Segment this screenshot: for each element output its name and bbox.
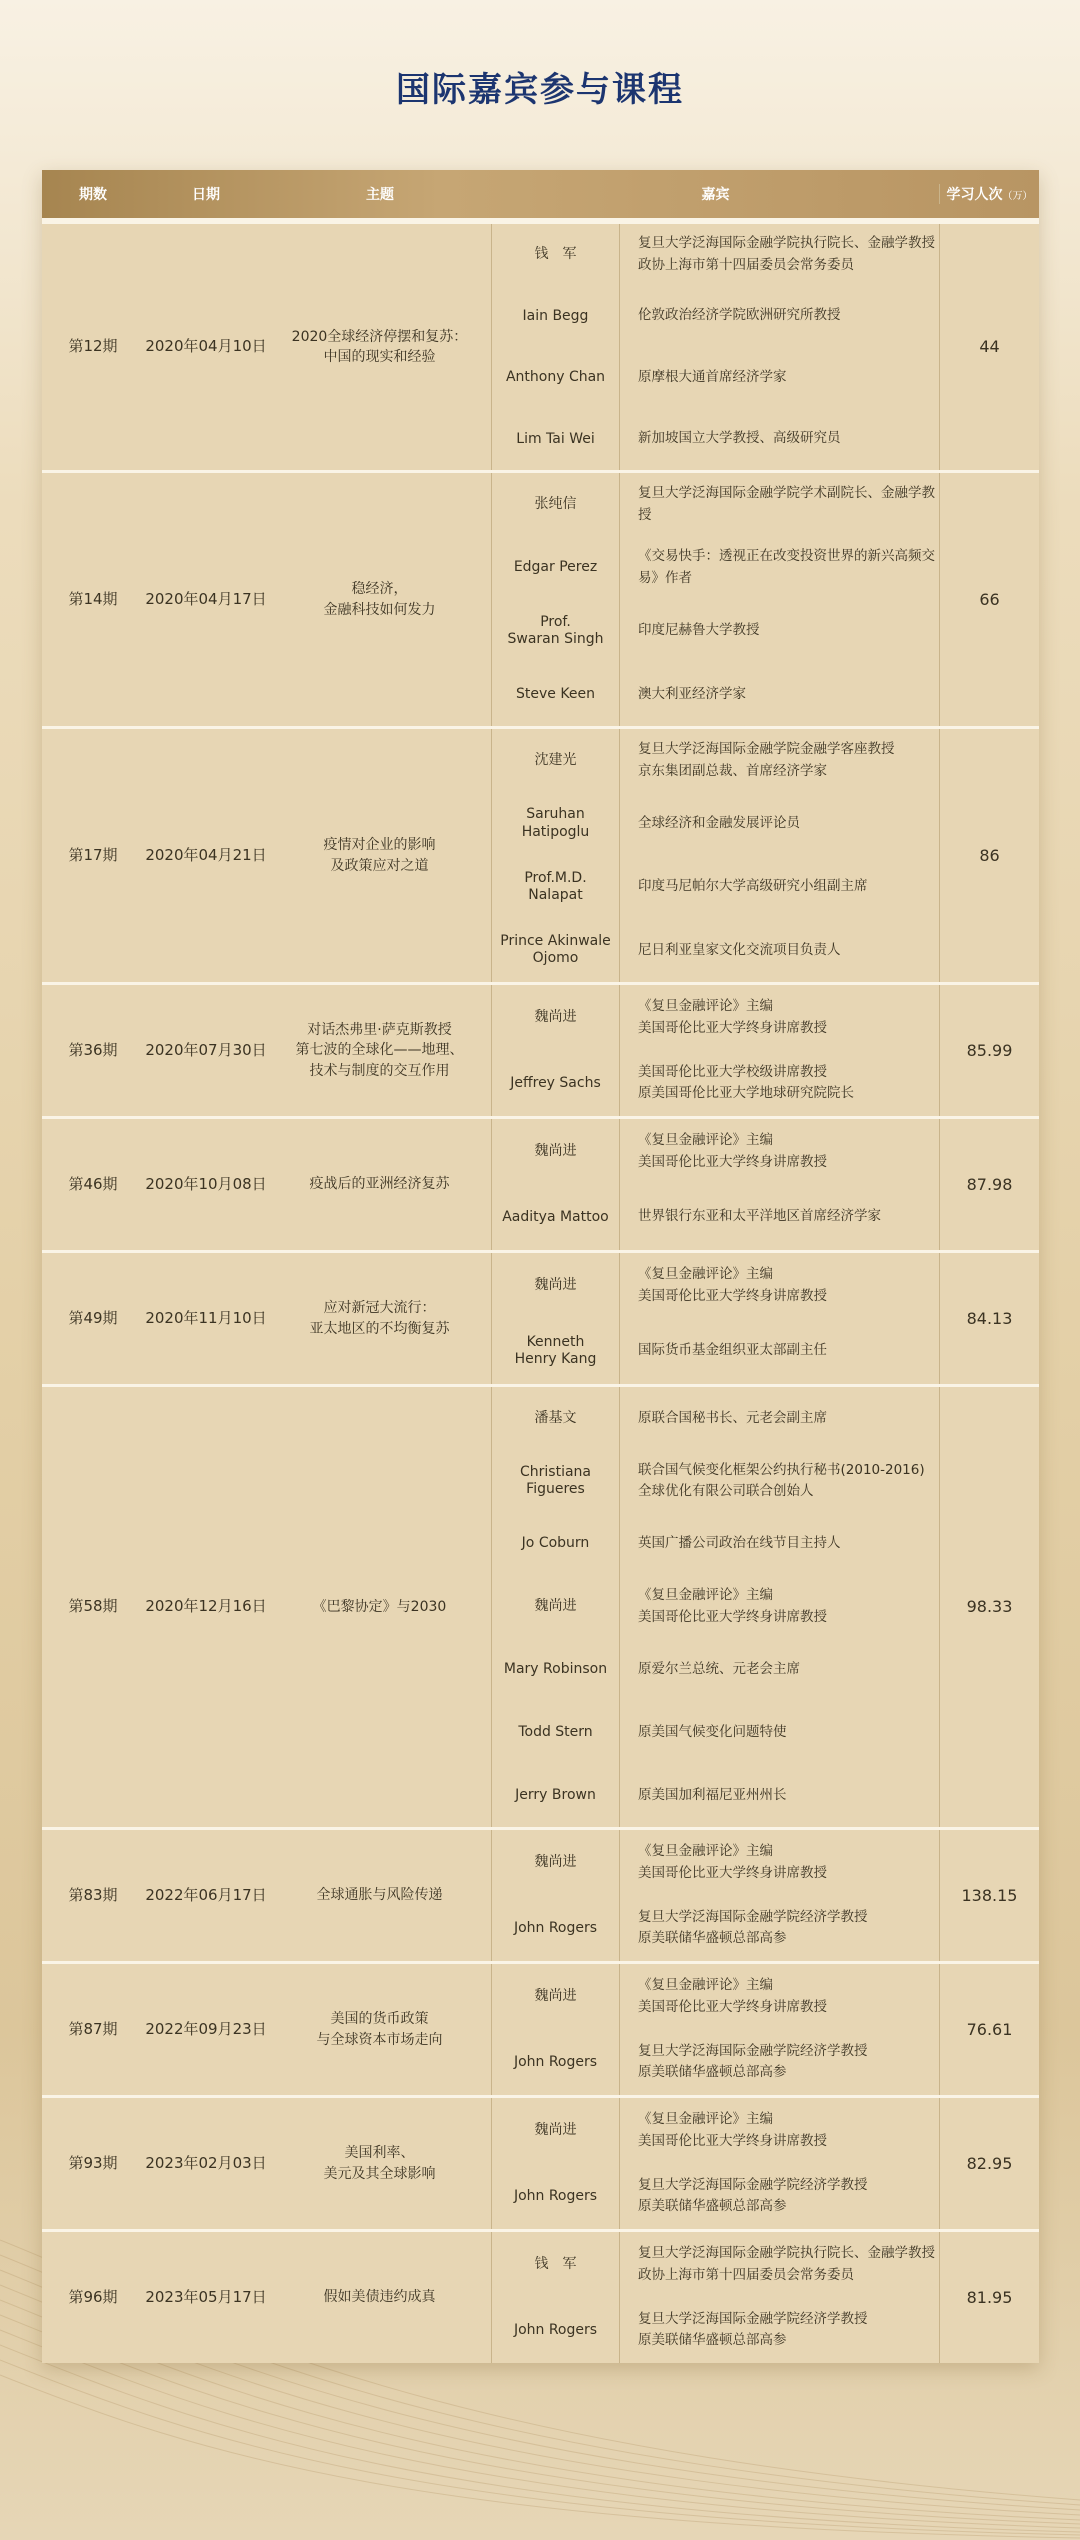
date-cell: 2020年10月08日 bbox=[145, 1174, 267, 1193]
topic-cell: 疫情对企业的影响 及政策应对之道 bbox=[268, 729, 492, 982]
topic-cell: 稳经济， 金融科技如何发力 bbox=[268, 473, 492, 726]
guest-name: 魏尚进 bbox=[492, 1119, 620, 1185]
guest-title: 复旦大学泛海国际金融学院执行院长、金融学教授 政协上海市第十四届委员会常务委员 bbox=[638, 2245, 935, 2283]
header-count-unit: （万） bbox=[1002, 191, 1033, 202]
guest-name: Lim Tai Wei bbox=[492, 409, 620, 471]
table-row bbox=[42, 726, 1039, 982]
guest-name: Anthony Chan bbox=[492, 347, 620, 409]
count-cell: 85.99 bbox=[939, 985, 1039, 1116]
guest-entry bbox=[492, 409, 939, 471]
guest-title: 世界银行东亚和太平洋地区首席经济学家 bbox=[638, 1208, 881, 1225]
guest-entry bbox=[492, 536, 939, 599]
guest-title: 《复旦金融评论》主编 美国哥伦比亚大学终身讲席教授 bbox=[638, 1977, 827, 2015]
period-cell: 第12期 bbox=[68, 337, 118, 356]
topic-cell: 《巴黎协定》与2030 bbox=[268, 1387, 492, 1827]
header-topic: 主题 bbox=[366, 187, 394, 203]
guest-entry bbox=[492, 1764, 939, 1827]
guest-entry bbox=[492, 600, 939, 663]
topic-cell: 假如美债违约成真 bbox=[268, 2232, 492, 2363]
guest-entry bbox=[492, 1576, 939, 1639]
header-count bbox=[939, 184, 1039, 204]
date-cell: 2020年07月30日 bbox=[145, 1040, 267, 1059]
guest-name: 魏尚进 bbox=[492, 2098, 620, 2164]
guest-entry bbox=[492, 2298, 939, 2364]
guests-cell bbox=[492, 729, 939, 982]
guest-entry bbox=[492, 792, 939, 855]
period-cell: 第49期 bbox=[68, 1308, 118, 1327]
table-row bbox=[42, 470, 1039, 726]
table-header bbox=[42, 170, 1039, 218]
guest-title: 国际货币基金组织亚太部副主任 bbox=[638, 1342, 827, 1359]
count-cell: 81.95 bbox=[939, 2232, 1039, 2363]
period-cell: 第46期 bbox=[68, 1174, 118, 1193]
period-cell: 第83期 bbox=[68, 1885, 118, 1904]
guest-title: 英国广播公司政治在线节目主持人 bbox=[638, 1535, 841, 1552]
guest-name: John Rogers bbox=[492, 2298, 620, 2364]
guest-title: 《复旦金融评论》主编 美国哥伦比亚大学终身讲席教授 bbox=[638, 998, 827, 1036]
guests-cell bbox=[492, 224, 939, 470]
count-cell: 84.13 bbox=[939, 1253, 1039, 1384]
guest-title: 全球经济和金融发展评论员 bbox=[638, 815, 800, 832]
guest-title: 《复旦金融评论》主编 美国哥伦比亚大学终身讲席教授 bbox=[638, 1132, 827, 1170]
header-guests: 嘉宾 bbox=[701, 187, 730, 203]
count-cell: 76.61 bbox=[939, 1964, 1039, 2095]
guest-entry bbox=[492, 1701, 939, 1764]
count-cell: 82.95 bbox=[939, 2098, 1039, 2229]
header-count-label: 学习人次 bbox=[946, 187, 1003, 203]
period-cell: 第36期 bbox=[68, 1040, 118, 1059]
guest-name: Iain Begg bbox=[492, 286, 620, 348]
date-cell: 2020年04月21日 bbox=[145, 845, 267, 864]
guest-title: 原爱尔兰总统、元老会主席 bbox=[638, 1661, 800, 1678]
guest-name: 魏尚进 bbox=[492, 1830, 620, 1896]
guest-title: 印度尼赫鲁大学教授 bbox=[638, 622, 760, 639]
guest-entry bbox=[492, 729, 939, 792]
guest-name: John Rogers bbox=[492, 1896, 620, 1962]
period-cell: 第96期 bbox=[68, 2287, 118, 2306]
date-cell: 2020年04月17日 bbox=[145, 589, 267, 608]
guest-title: 原联合国秘书长、元老会副主席 bbox=[638, 1409, 827, 1426]
count-cell: 86 bbox=[939, 729, 1039, 982]
table-row bbox=[42, 218, 1039, 470]
guest-entry bbox=[492, 1830, 939, 1896]
guest-title: 《复旦金融评论》主编 美国哥伦比亚大学终身讲席教授 bbox=[638, 1587, 827, 1625]
guest-title: 原美国气候变化问题特使 bbox=[638, 1723, 787, 1740]
guest-entry bbox=[492, 1513, 939, 1576]
guest-course-table bbox=[42, 170, 1039, 2363]
guest-title: 印度马尼帕尔大学高级研究小组副主席 bbox=[638, 878, 868, 895]
guest-name: Mary Robinson bbox=[492, 1638, 620, 1701]
guest-name: Prof. Swaran Singh bbox=[492, 600, 620, 663]
guest-name: Saruhan Hatipoglu bbox=[492, 792, 620, 855]
guest-name: 沈建光 bbox=[492, 729, 620, 792]
guest-title: 《复旦金融评论》主编 美国哥伦比亚大学终身讲席教授 bbox=[638, 1266, 827, 1304]
topic-cell: 疫战后的亚洲经济复苏 bbox=[268, 1119, 492, 1250]
guest-entry bbox=[492, 1253, 939, 1319]
guests-cell bbox=[492, 1119, 939, 1250]
period-cell: 第87期 bbox=[68, 2019, 118, 2038]
table-row bbox=[42, 1961, 1039, 2095]
guests-cell bbox=[492, 1830, 939, 1961]
guest-entry bbox=[492, 919, 939, 982]
guest-entry bbox=[492, 1051, 939, 1117]
guest-entry bbox=[492, 224, 939, 286]
guest-title: 《复旦金融评论》主编 美国哥伦比亚大学终身讲席教授 bbox=[638, 1843, 827, 1881]
guest-entry bbox=[492, 286, 939, 348]
guest-title: 复旦大学泛海国际金融学院学术副院长、金融学教授 bbox=[638, 485, 935, 523]
guest-name: 魏尚进 bbox=[492, 1253, 620, 1319]
guest-name: Aaditya Mattoo bbox=[492, 1185, 620, 1251]
guest-entry bbox=[492, 2164, 939, 2230]
guest-name: Jeffrey Sachs bbox=[492, 1051, 620, 1117]
guests-cell bbox=[492, 1253, 939, 1384]
guest-entry bbox=[492, 1185, 939, 1251]
guest-entry bbox=[492, 1387, 939, 1450]
guest-title: 《交易快手：透视正在改变投资世界的新兴高频交易》作者 bbox=[638, 548, 935, 586]
table-row bbox=[42, 1384, 1039, 1827]
guest-entry bbox=[492, 856, 939, 919]
header-period: 期数 bbox=[79, 187, 107, 203]
guest-name: Kenneth Henry Kang bbox=[492, 1319, 620, 1385]
guest-title: 复旦大学泛海国际金融学院经济学教授 原美联储华盛顿总部高参 bbox=[638, 2176, 868, 2215]
guest-name: 张纯信 bbox=[492, 473, 620, 536]
guest-entry bbox=[492, 1896, 939, 1962]
topic-cell: 全球通胀与风险传递 bbox=[268, 1830, 492, 1961]
guest-title: 《复旦金融评论》主编 美国哥伦比亚大学终身讲席教授 bbox=[638, 2111, 827, 2149]
guest-name: Edgar Perez bbox=[492, 536, 620, 599]
table-row bbox=[42, 1116, 1039, 1250]
table-row bbox=[42, 1827, 1039, 1961]
guest-name: 魏尚进 bbox=[492, 1964, 620, 2030]
date-cell: 2023年02月03日 bbox=[145, 2153, 267, 2172]
guest-entry bbox=[492, 1638, 939, 1701]
guests-cell bbox=[492, 1387, 939, 1827]
date-cell: 2022年06月17日 bbox=[145, 1885, 267, 1904]
guest-title: 原美国加利福尼亚州州长 bbox=[638, 1786, 787, 1803]
guest-entry bbox=[492, 473, 939, 536]
count-cell: 44 bbox=[939, 224, 1039, 470]
guest-name: 魏尚进 bbox=[492, 985, 620, 1051]
header-date: 日期 bbox=[192, 187, 220, 203]
guest-title: 复旦大学泛海国际金融学院金融学客座教授 京东集团副总裁、首席经济学家 bbox=[638, 741, 895, 779]
guest-title: 美国哥伦比亚大学校级讲席教授 原美国哥伦比亚大学地球研究院院长 bbox=[638, 1063, 854, 1102]
guest-name: 潘基文 bbox=[492, 1387, 620, 1450]
guest-title: 复旦大学泛海国际金融学院经济学教授 原美联储华盛顿总部高参 bbox=[638, 2042, 868, 2081]
page-title: 国际嘉宾参与课程 bbox=[396, 70, 684, 110]
guests-cell bbox=[492, 473, 939, 726]
guest-entry bbox=[492, 1119, 939, 1185]
guest-entry bbox=[492, 1319, 939, 1385]
guest-name: John Rogers bbox=[492, 2030, 620, 2096]
guest-title: 伦敦政治经济学院欧洲研究所教授 bbox=[638, 307, 841, 324]
table-row bbox=[42, 2095, 1039, 2229]
topic-cell: 应对新冠大流行： 亚太地区的不均衡复苏 bbox=[268, 1253, 492, 1384]
period-cell: 第58期 bbox=[68, 1597, 118, 1616]
guest-title: 澳大利亚经济学家 bbox=[638, 685, 746, 702]
guest-name: Jerry Brown bbox=[492, 1764, 620, 1827]
period-cell: 第93期 bbox=[68, 2153, 118, 2172]
guest-name: Jo Coburn bbox=[492, 1513, 620, 1576]
guest-entry bbox=[492, 1450, 939, 1513]
guest-entry bbox=[492, 985, 939, 1051]
guest-title: 联合国气候变化框架公约执行秘书(2010-2016) 全球优化有限公司联合创始人 bbox=[638, 1461, 925, 1500]
guest-name: 钱 军 bbox=[492, 224, 620, 286]
date-cell: 2020年04月10日 bbox=[145, 337, 267, 356]
guest-entry bbox=[492, 2232, 939, 2298]
guest-name: 魏尚进 bbox=[492, 1576, 620, 1639]
table-row bbox=[42, 982, 1039, 1116]
count-cell: 98.33 bbox=[939, 1387, 1039, 1827]
guest-title: 复旦大学泛海国际金融学院经济学教授 原美联储华盛顿总部高参 bbox=[638, 2310, 868, 2349]
guest-title: 新加坡国立大学教授、高级研究员 bbox=[638, 430, 841, 447]
guest-title: 原摩根大通首席经济学家 bbox=[638, 368, 787, 385]
guest-name: Prince Akinwale Ojomo bbox=[492, 919, 620, 982]
date-cell: 2020年11月10日 bbox=[145, 1308, 267, 1327]
guest-entry bbox=[492, 1964, 939, 2030]
guest-name: 钱 军 bbox=[492, 2232, 620, 2298]
topic-cell: 对话杰弗里·萨克斯教授 第七波的全球化——地理、 技术与制度的交互作用 bbox=[268, 985, 492, 1116]
guest-entry bbox=[492, 347, 939, 409]
count-cell: 138.15 bbox=[939, 1830, 1039, 1961]
guest-entry bbox=[492, 2030, 939, 2096]
period-cell: 第14期 bbox=[68, 589, 118, 608]
guests-cell bbox=[492, 2232, 939, 2363]
topic-cell: 美国的货币政策 与全球资本市场走向 bbox=[268, 1964, 492, 2095]
period-cell: 第17期 bbox=[68, 845, 118, 864]
table-row bbox=[42, 2229, 1039, 2363]
topic-cell: 2020全球经济停摆和复苏： 中国的现实和经验 bbox=[268, 224, 492, 470]
guest-name: Prof.M.D. Nalapat bbox=[492, 856, 620, 919]
date-cell: 2020年12月16日 bbox=[145, 1597, 267, 1616]
guests-cell bbox=[492, 1964, 939, 2095]
table-body bbox=[42, 218, 1039, 2363]
count-cell: 87.98 bbox=[939, 1119, 1039, 1250]
guest-name: Christiana Figueres bbox=[492, 1450, 620, 1513]
date-cell: 2023年05月17日 bbox=[145, 2287, 267, 2306]
guest-title: 尼日利亚皇家文化交流项目负责人 bbox=[638, 941, 841, 958]
guest-entry bbox=[492, 2098, 939, 2164]
count-cell: 66 bbox=[939, 473, 1039, 726]
guest-name: Todd Stern bbox=[492, 1701, 620, 1764]
guest-name: Steve Keen bbox=[492, 663, 620, 726]
guest-title: 复旦大学泛海国际金融学院经济学教授 原美联储华盛顿总部高参 bbox=[638, 1908, 868, 1947]
table-row bbox=[42, 1250, 1039, 1384]
guest-name: John Rogers bbox=[492, 2164, 620, 2230]
guest-entry bbox=[492, 663, 939, 726]
guest-title: 复旦大学泛海国际金融学院执行院长、金融学教授 政协上海市第十四届委员会常务委员 bbox=[638, 235, 935, 273]
guests-cell bbox=[492, 2098, 939, 2229]
date-cell: 2022年09月23日 bbox=[145, 2019, 267, 2038]
guests-cell bbox=[492, 985, 939, 1116]
topic-cell: 美国利率、 美元及其全球影响 bbox=[268, 2098, 492, 2229]
